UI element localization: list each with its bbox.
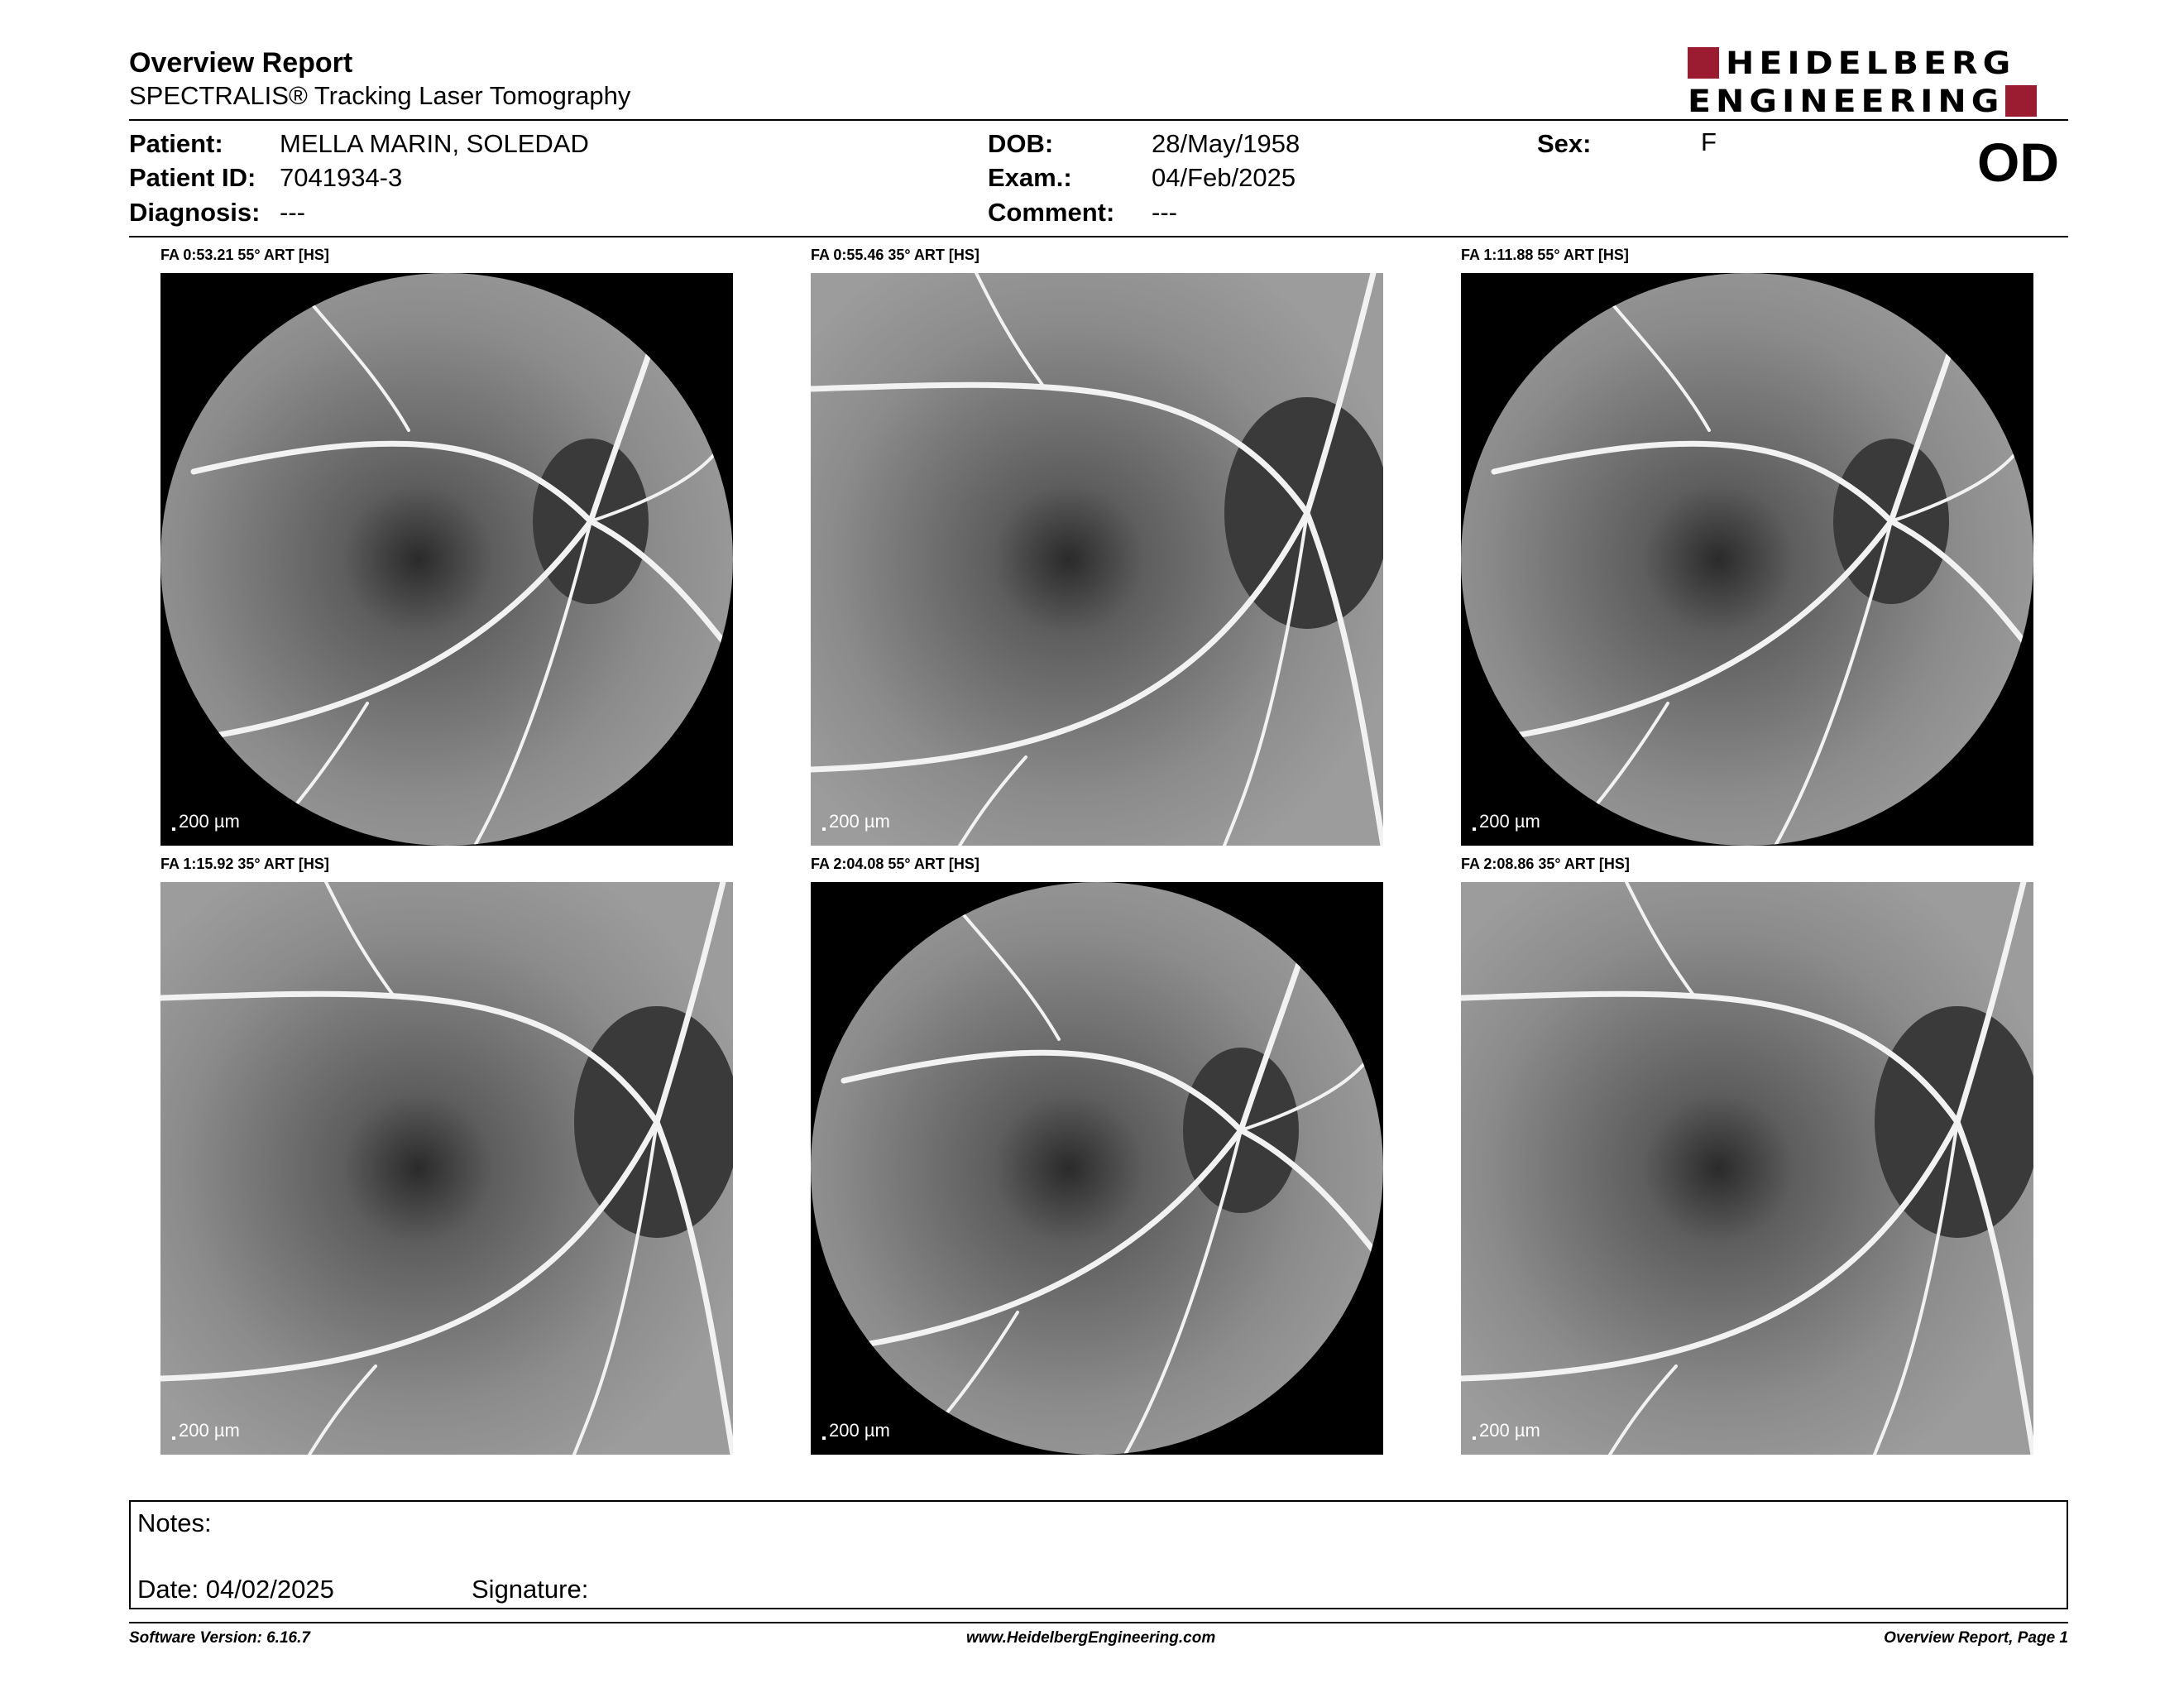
image-caption: FA 0:53.21 55° ART [HS] (160, 247, 329, 263)
fluorescein-angiography-image[interactable] (1461, 882, 2033, 1455)
scale-bar (1473, 811, 1540, 832)
patient-label: Patient: (129, 129, 223, 158)
retina-image (160, 273, 733, 846)
scale-label: 200 µm (1479, 1420, 1540, 1441)
diagnosis-value: --- (280, 198, 305, 227)
scale-bar (822, 1420, 890, 1441)
website-link[interactable]: www.HeidelbergEngineering.com (966, 1629, 1216, 1647)
comment-value: --- (1152, 198, 1177, 227)
retina-image (1461, 882, 2033, 1455)
image-caption: FA 0:55.46 35° ART [HS] (811, 247, 979, 263)
report-title: Overview Report (129, 47, 353, 79)
scale-label: 200 µm (179, 1420, 240, 1441)
logo-square-icon (1688, 47, 1719, 79)
header-divider (129, 119, 2068, 121)
page-number: Overview Report, Page 1 (1884, 1629, 2068, 1647)
dob-value: 28/May/1958 (1152, 129, 1300, 158)
sex-value: F (1701, 127, 1717, 156)
footer-divider (129, 1622, 2068, 1623)
scale-label: 200 µm (829, 1420, 890, 1441)
sex-label: Sex: (1537, 129, 1592, 158)
retina-image (811, 882, 1383, 1455)
scale-bar-icon (172, 827, 175, 831)
heidelberg-logo (1688, 45, 2068, 124)
scale-bar (172, 1420, 240, 1441)
diagnosis-label: Diagnosis: (129, 198, 261, 227)
signature-label: Signature: (472, 1575, 589, 1604)
logo-line-1: HEIDELBERG (1726, 44, 2016, 82)
notes-date: Date: 04/02/2025 (137, 1575, 334, 1604)
scale-bar-icon (1473, 827, 1476, 831)
scale-label: 200 µm (179, 811, 240, 832)
image-caption: FA 2:04.08 55° ART [HS] (811, 856, 979, 872)
dob-label: DOB: (988, 129, 1054, 158)
fluorescein-angiography-image[interactable] (811, 882, 1383, 1455)
scale-bar (822, 811, 890, 832)
fluorescein-angiography-image[interactable] (811, 273, 1383, 846)
fluorescein-angiography-image[interactable] (160, 882, 733, 1455)
exam-label: Exam.: (988, 163, 1072, 192)
retina-image (1461, 273, 2033, 846)
notes-label: Notes: (137, 1508, 212, 1537)
fluorescein-angiography-image[interactable] (1461, 273, 2033, 846)
retina-image (811, 273, 1383, 846)
scale-bar-icon (1473, 1436, 1476, 1440)
exam-date: 04/Feb/2025 (1152, 163, 1296, 192)
scale-bar-icon (822, 827, 826, 831)
patient-divider (129, 236, 2068, 237)
comment-label: Comment: (988, 198, 1115, 227)
patient-id-label: Patient ID: (129, 163, 256, 192)
logo-line-2: ENGINEERING (1688, 82, 2004, 120)
scale-bar (1473, 1420, 1540, 1441)
logo-square-icon (2005, 85, 2037, 117)
notes-box (129, 1500, 2068, 1609)
image-caption: FA 2:08.86 35° ART [HS] (1461, 856, 1630, 872)
eye-laterality: OD (1977, 132, 2059, 193)
image-caption: FA 1:11.88 55° ART [HS] (1461, 247, 1629, 263)
patient-id: 7041934-3 (280, 163, 403, 192)
fluorescein-angiography-image[interactable] (160, 273, 733, 846)
patient-name: MELLA MARIN, SOLEDAD (280, 129, 589, 158)
image-caption: FA 1:15.92 35° ART [HS] (160, 856, 329, 872)
software-version: Software Version: 6.16.7 (129, 1629, 310, 1647)
scale-bar (172, 811, 240, 832)
retina-image (160, 882, 733, 1455)
scale-label: 200 µm (829, 811, 890, 832)
report-subtitle: SPECTRALIS® Tracking Laser Tomography (129, 81, 631, 110)
scale-label: 200 µm (1479, 811, 1540, 832)
scale-bar-icon (822, 1436, 826, 1440)
scale-bar-icon (172, 1436, 175, 1440)
